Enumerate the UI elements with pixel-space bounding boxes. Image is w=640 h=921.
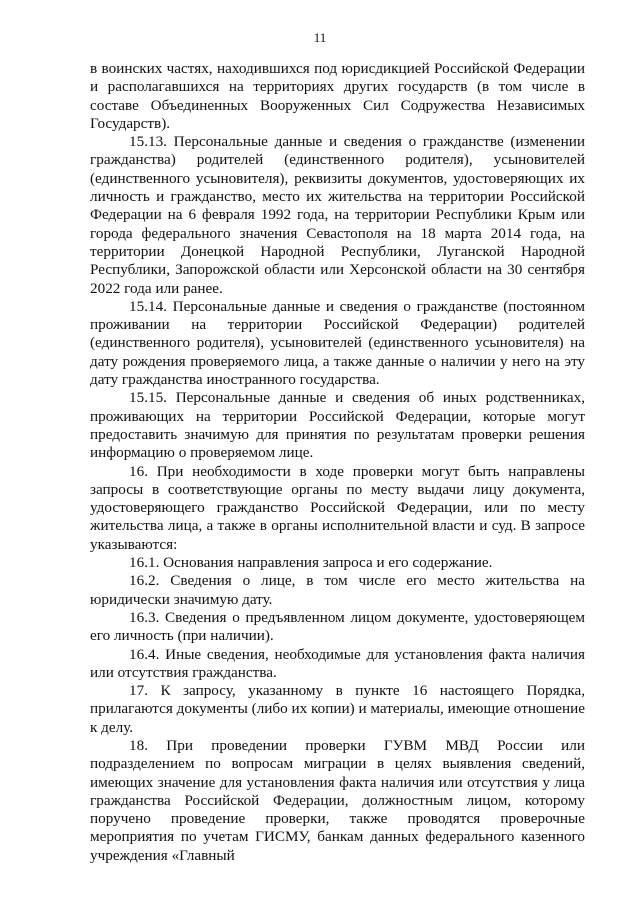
paragraph-16-3: 16.3. Сведения о предъявленном лицом документе, удостоверяющем его личность (при наличии). [90,608,585,645]
paragraph-16-4: 16.4. Иные сведения, необходимые для установления факта наличия или отсутствия гражданства. [90,645,585,681]
paragraph-18: 18. При проведении проверки ГУВМ МВД России или подразделением по вопросам миграции в целях выявления сведений, имеющих значение для установления факта наличия или отсутствия у лица гражданства Российской Федерации, должностным лицом, которому поручено проведение проверки, также проводятся проверочные мероприятия по учетам ГИСМУ, банкам данных федерального казенного учреждения «Главный [90,736,585,864]
paragraph-15-14: 15.14. Персональные данные и сведения о гражданстве (постоянном проживании на территории Российской Федерации) родителей (единственного родителя), усыновителей (единственного усыновителя) на дату рождения проверяемого лица, а также данные о наличии у него на эту дату гражданства иностранного государства. [90,297,585,389]
paragraph-16-2: 16.2. Сведения о лице, в том числе его место жительства на юридически значимую дату. [90,572,585,608]
paragraph-15-15: 15.15. Персональные данные и сведения об иных родственниках, проживающих на территории Российской Федерации, которые могут предоставить значимую для принятия по результатам проверки решения информацию о проверяемом лице. [90,389,585,462]
paragraph-continuation: в воинских частях, находившихся под юрисдикцией Российской Федерации и располагавшихся на территориях других государств (в том числе в составе Объединенных Вооруженных Сил Содружества Независимых Государств). [90,60,585,132]
paragraph-16-1: 16.1. Основания направления запроса и его содержание. [129,554,493,572]
document-body [90,60,585,865]
paragraph-17: 17. К запросу, указанному в пункте 16 настоящего Порядка, прилагаются документы (либо их копии) и материалы, имеющие отношение к делу. [90,682,585,736]
paragraph-15-13: 15.13. Персональные данные и сведения о гражданстве (изменении гражданства) родителей (единственного родителя), усыновителей (единственного усыновителя), реквизиты документов, удостоверяющих их личность и гражданство, место их жительства на территории Российской Федерации на 6 февраля 1992 года, на территории Республики Крым или города федерального значения Севастополя на 18 марта 2014 года, на территории Донецкой Народной Республики, Луганской Народной Республики, Запорожской области или Херсонской области на 30 сентября 2022 года или ранее. [90,133,585,297]
paragraph-16: 16. При необходимости в ходе проверки могут быть направлены запросы в соответствующие органы по месту выдачи лицу документа, удостоверяющего гражданство Российской Федерации, или по месту жительства лица, а также в органы исполнительной власти и суд. В запросе указываются: [90,462,585,553]
page-number: 11 [313,30,327,45]
